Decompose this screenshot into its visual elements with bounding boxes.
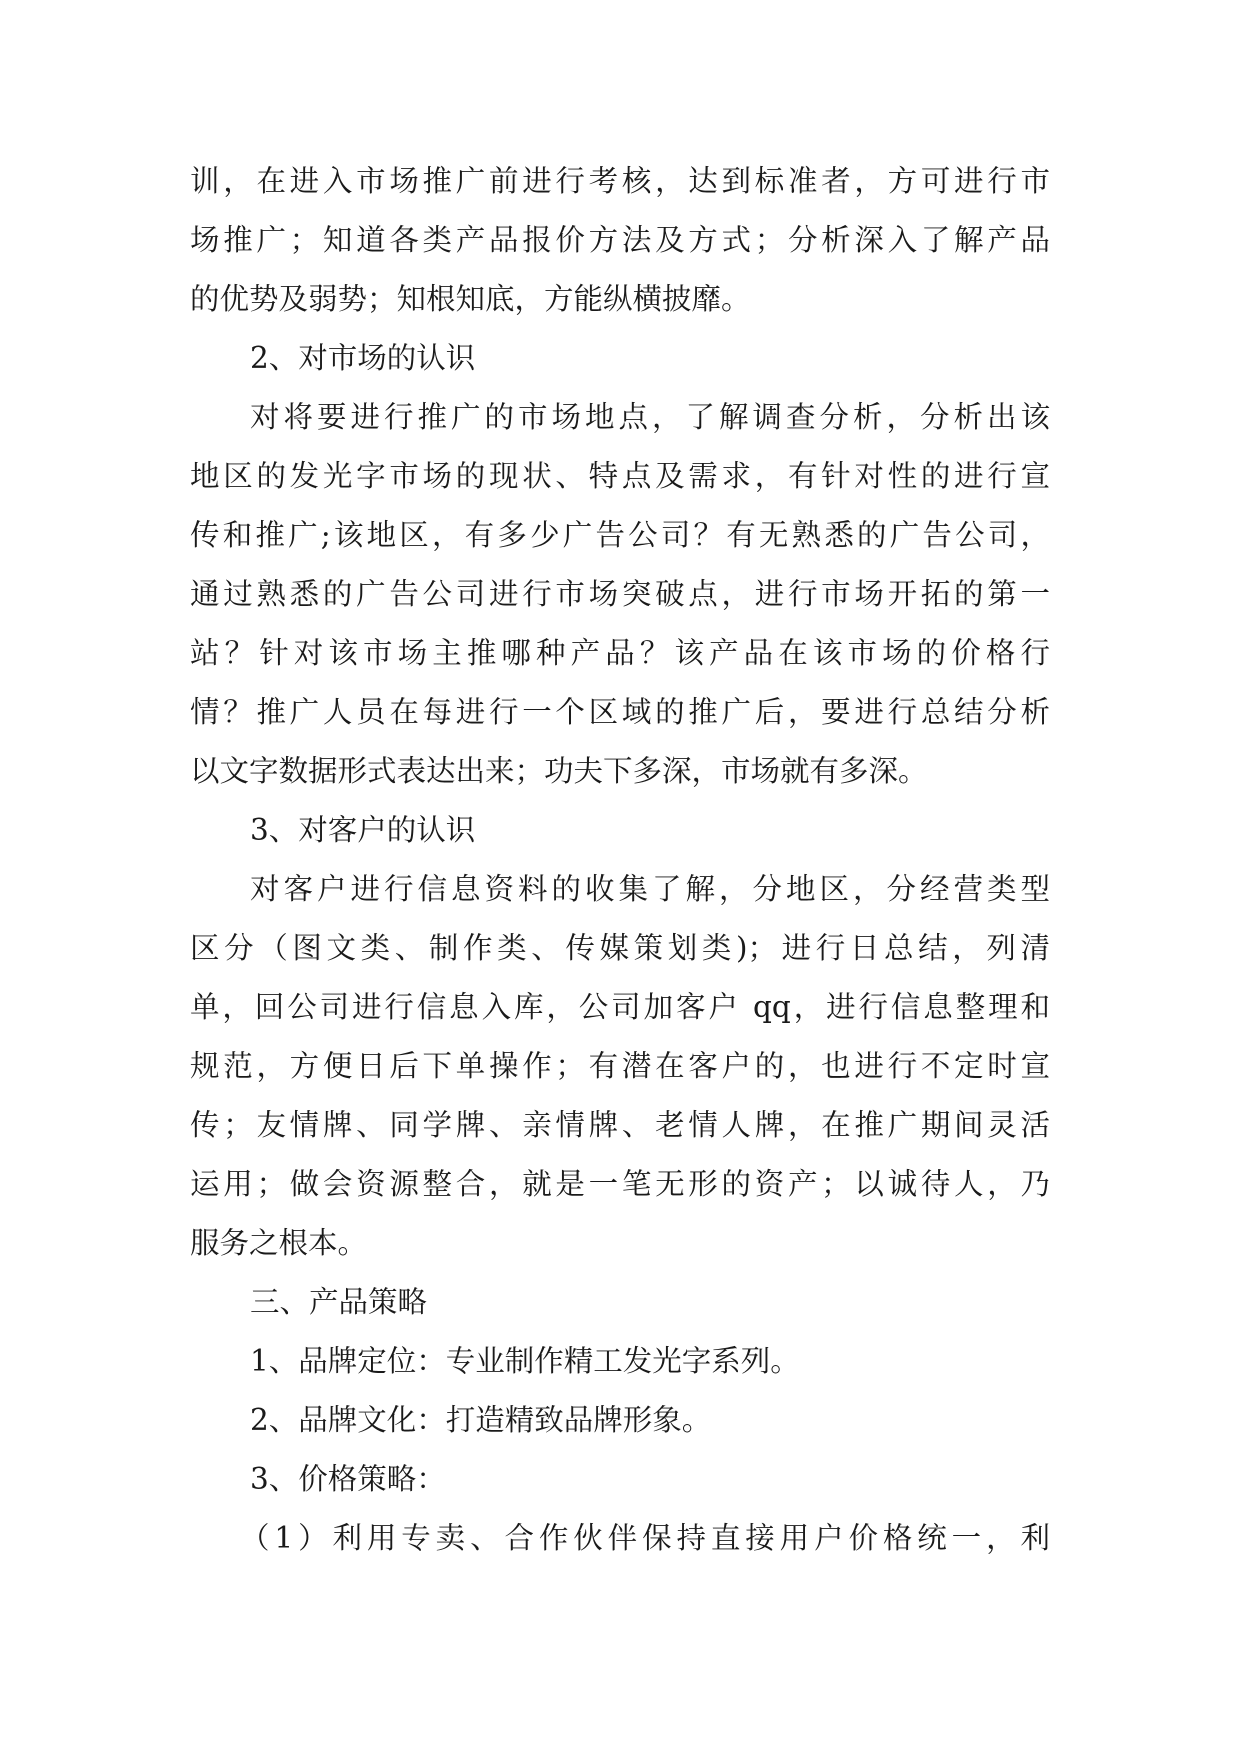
paragraph-line: 规范，方便日后下单操作；有潜在客户的，也进行不定时宣 — [190, 1049, 1050, 1083]
paragraph-line: 对将要进行推广的市场地点，了解调查分析，分析出该 — [250, 400, 1050, 434]
paragraph-line: 的优势及弱势；知根知底，方能纵横披靡。 — [190, 282, 751, 316]
paragraph-line: 通过熟悉的广告公司进行市场突破点，进行市场开拓的第一 — [190, 577, 1050, 611]
section-heading: 2、对市场的认识 — [250, 341, 476, 375]
list-item: 2、品牌文化：打造精致品牌形象。 — [250, 1403, 712, 1437]
paragraph-line: 区分（图文类、制作类、传媒策划类)；进行日总结，列清 — [190, 931, 1050, 965]
paragraph-line: 地区的发光字市场的现状、特点及需求，有针对性的进行宣 — [190, 459, 1050, 493]
paragraph-line: 传；友情牌、同学牌、亲情牌、老情人牌，在推广期间灵活 — [190, 1108, 1050, 1142]
paragraph-line: 服务之根本。 — [190, 1226, 368, 1260]
paragraph-line: 单，回公司进行信息入库，公司加客户 qq，进行信息整理和 — [190, 990, 1050, 1024]
paragraph-line: 情？推广人员在每进行一个区域的推广后，要进行总结分析 — [190, 695, 1050, 729]
paragraph-line: 传和推广;该地区，有多少广告公司？有无熟悉的广告公司， — [190, 518, 1050, 552]
paragraph-line: 站？针对该市场主推哪种产品？该产品在该市场的价格行 — [190, 636, 1050, 670]
section-heading: 三、产品策略 — [250, 1285, 428, 1319]
list-item: 1、品牌定位：专业制作精工发光字系列。 — [250, 1344, 800, 1378]
document-body — [190, 152, 1050, 1568]
paragraph-line: 运用；做会资源整合，就是一笔无形的资产；以诚待人，乃 — [190, 1167, 1050, 1201]
paragraph-line: 训，在进入市场推广前进行考核，达到标准者，方可进行市 — [190, 164, 1050, 198]
paragraph-line: 场推广；知道各类产品报价方法及方式；分析深入了解产品 — [190, 223, 1050, 257]
paragraph-line: 对客户进行信息资料的收集了解，分地区，分经营类型 — [250, 872, 1050, 906]
list-item: 3、价格策略： — [250, 1462, 446, 1496]
paragraph-line: 以文字数据形式表达出来；功夫下多深，市场就有多深。 — [190, 754, 928, 788]
list-item: （1）利用专卖、合作伙伴保持直接用户价格统一，利 — [240, 1521, 1050, 1555]
section-heading: 3、对客户的认识 — [250, 813, 476, 847]
